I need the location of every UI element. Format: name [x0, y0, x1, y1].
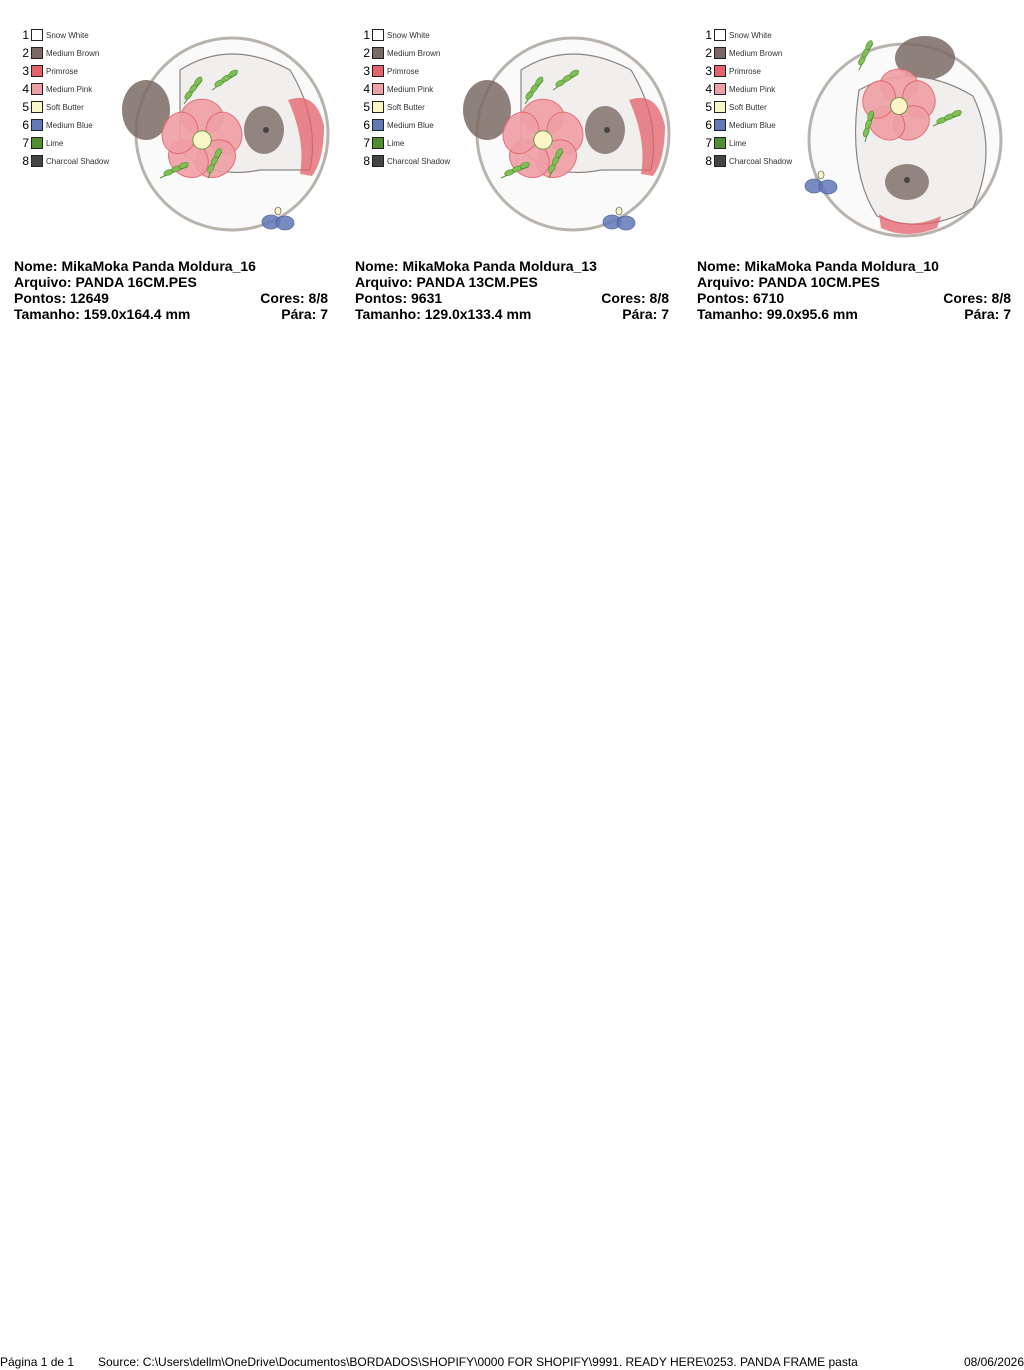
thread-color-row: 3 Primrose	[22, 64, 79, 78]
stop-count: Pára: 7	[964, 306, 1011, 322]
thread-swatch	[31, 83, 43, 95]
stitch-count: Pontos: 9631	[355, 290, 443, 306]
embroidery-preview	[461, 30, 671, 244]
thread-color-row: 3 Primrose	[705, 64, 762, 78]
thread-color-row: 2 Medium Brown	[705, 46, 783, 60]
thread-color-row: 5 Soft Butter	[22, 100, 84, 114]
thread-color-list	[701, 26, 811, 170]
thread-color-row: 1 Snow White	[705, 28, 772, 42]
embroidery-preview	[803, 30, 1013, 244]
color-count: Cores: 8/8	[260, 290, 328, 306]
design-file: Arquivo: PANDA 10CM.PES	[697, 274, 880, 290]
design-card-16	[14, 26, 344, 326]
panda-frame-artwork	[803, 30, 1013, 244]
thread-swatch	[714, 101, 726, 113]
thread-swatch	[31, 119, 43, 131]
thread-swatch	[31, 65, 43, 77]
stitch-count: Pontos: 6710	[697, 290, 785, 306]
thread-color-row: 1 Snow White	[363, 28, 430, 42]
thread-color-row: 8 Charcoal Shadow	[363, 154, 451, 168]
thread-swatch	[31, 29, 43, 41]
thread-color-row: 7 Lime	[705, 136, 747, 150]
design-name: Nome: MikaMoka Panda Moldura_13	[355, 258, 597, 274]
thread-color-row: 2 Medium Brown	[363, 46, 441, 60]
thread-color-row: 1 Snow White	[22, 28, 89, 42]
stitch-count: Pontos: 12649	[14, 290, 109, 306]
thread-swatch	[31, 155, 43, 167]
panda-frame-artwork	[120, 30, 330, 244]
color-count: Cores: 8/8	[601, 290, 669, 306]
page-footer	[0, 1354, 1024, 1370]
thread-swatch	[714, 65, 726, 77]
design-info	[355, 258, 669, 322]
thread-swatch	[372, 47, 384, 59]
thread-swatch	[714, 137, 726, 149]
print-date: 08/06/2026	[963, 1355, 1024, 1369]
thread-swatch	[372, 137, 384, 149]
thread-color-row: 8 Charcoal Shadow	[22, 154, 110, 168]
thread-swatch	[372, 29, 384, 41]
thread-color-row: 7 Lime	[22, 136, 64, 150]
design-card-13	[355, 26, 685, 326]
thread-swatch	[714, 155, 726, 167]
thread-color-row: 6 Medium Blue	[705, 118, 776, 132]
source-path: Source: C:\Users\dellm\OneDrive\Documentos\BORDADOS\SHOPIFY\0000 FOR SHOPIFY\9991. READY HERE\0253. PANDA FRAME pasta	[98, 1355, 858, 1369]
thread-swatch	[714, 47, 726, 59]
thread-swatch	[31, 137, 43, 149]
thread-swatch	[31, 101, 43, 113]
thread-color-row: 2 Medium Brown	[22, 46, 100, 60]
thread-color-row: 6 Medium Blue	[363, 118, 434, 132]
thread-color-row: 4 Medium Pink	[705, 82, 776, 96]
design-size: Tamanho: 129.0x133.4 mm	[355, 306, 532, 322]
thread-swatch	[714, 83, 726, 95]
thread-swatch	[372, 65, 384, 77]
design-info	[14, 258, 328, 322]
design-card-10	[697, 26, 1024, 326]
design-file: Arquivo: PANDA 16CM.PES	[14, 274, 197, 290]
stop-count: Pára: 7	[281, 306, 328, 322]
page-number: Página 1 de 1	[0, 1355, 75, 1369]
design-size: Tamanho: 99.0x95.6 mm	[697, 306, 858, 322]
thread-color-row: 3 Primrose	[363, 64, 420, 78]
thread-swatch	[372, 83, 384, 95]
thread-swatch	[714, 119, 726, 131]
color-count: Cores: 8/8	[943, 290, 1011, 306]
thread-swatch	[372, 119, 384, 131]
design-file: Arquivo: PANDA 13CM.PES	[355, 274, 538, 290]
thread-swatch	[372, 101, 384, 113]
thread-color-row: 7 Lime	[363, 136, 405, 150]
thread-color-row: 4 Medium Pink	[22, 82, 93, 96]
thread-color-list	[18, 26, 128, 170]
thread-swatch	[714, 29, 726, 41]
design-size: Tamanho: 159.0x164.4 mm	[14, 306, 191, 322]
thread-color-row: 4 Medium Pink	[363, 82, 434, 96]
thread-color-row: 8 Charcoal Shadow	[705, 154, 793, 168]
panda-frame-artwork	[461, 30, 671, 244]
design-name: Nome: MikaMoka Panda Moldura_10	[697, 258, 939, 274]
thread-color-row: 6 Medium Blue	[22, 118, 93, 132]
thread-swatch	[31, 47, 43, 59]
stop-count: Pára: 7	[622, 306, 669, 322]
thread-color-row: 5 Soft Butter	[705, 100, 767, 114]
thread-swatch	[372, 155, 384, 167]
design-info	[697, 258, 1011, 322]
embroidery-preview	[120, 30, 330, 244]
thread-color-list	[359, 26, 469, 170]
thread-color-row: 5 Soft Butter	[363, 100, 425, 114]
design-name: Nome: MikaMoka Panda Moldura_16	[14, 258, 256, 274]
